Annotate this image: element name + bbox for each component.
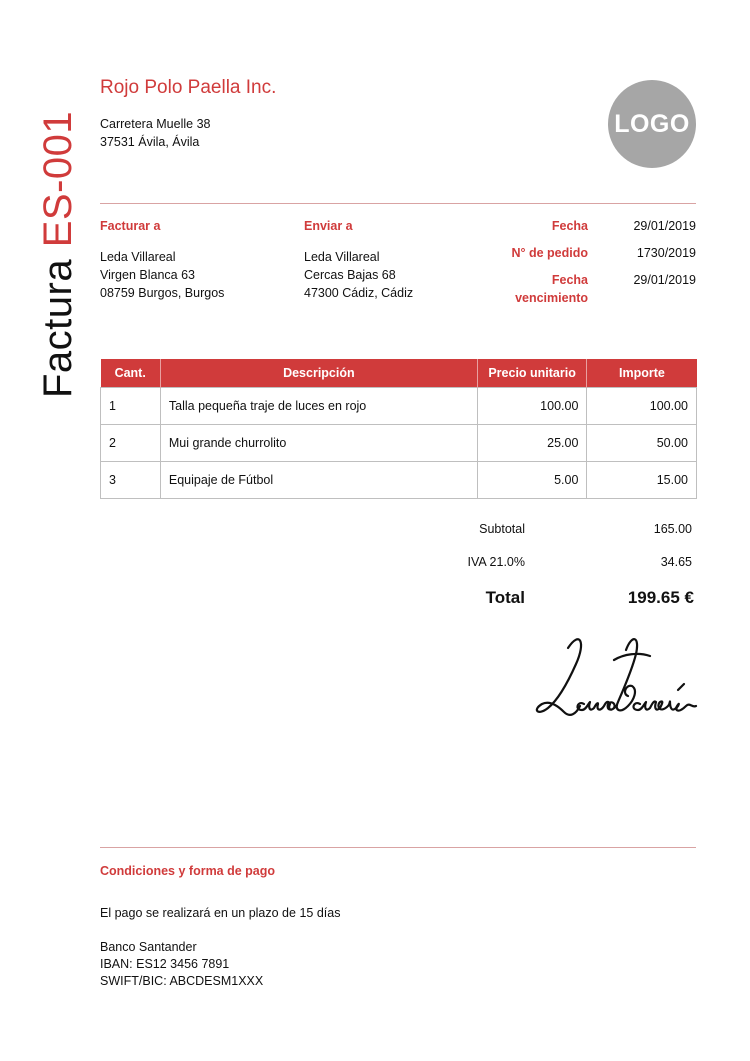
row-unit-price: 25.00 xyxy=(477,425,587,462)
ship-to-name: Leda Villareal xyxy=(304,250,380,264)
due-value: 29/01/2019 xyxy=(633,273,696,287)
total-label: Total xyxy=(485,588,525,607)
items-table xyxy=(100,359,697,499)
header-divider xyxy=(100,203,696,204)
company-address-line1: Carretera Muelle 38 xyxy=(100,117,211,131)
bank-name: Banco Santander xyxy=(100,940,197,954)
row-unit-price: 100.00 xyxy=(477,388,587,425)
invoice-title-word: Factura xyxy=(36,258,80,398)
header-description: Descripción xyxy=(160,359,477,388)
tax-value: 34.65 xyxy=(660,555,692,569)
subtotal-value: 165.00 xyxy=(653,522,692,536)
total-value: 199.65 € xyxy=(627,588,694,607)
row-unit-price: 5.00 xyxy=(477,462,587,499)
terms-text: El pago se realizará en un plazo de 15 días xyxy=(100,906,341,920)
ship-to-city: 47300 Cádiz, Cádiz xyxy=(304,286,414,300)
bill-to-name: Leda Villareal xyxy=(100,250,176,264)
header-amount: Importe xyxy=(587,359,697,388)
ship-to-label: Enviar a xyxy=(304,219,353,233)
row-description: Talla pequeña traje de luces en rojo xyxy=(160,388,477,425)
ship-to-street: Cercas Bajas 68 xyxy=(304,268,396,282)
row-amount: 50.00 xyxy=(587,425,697,462)
bank-iban: IBAN: ES12 3456 7891 xyxy=(100,957,230,971)
row-qty: 3 xyxy=(101,462,161,499)
company-logo: LOGO xyxy=(608,80,696,168)
company-name: Rojo Polo Paella Inc. xyxy=(100,77,277,98)
subtotal-label: Subtotal xyxy=(479,522,525,536)
bill-to-city: 08759 Burgos, Burgos xyxy=(100,286,225,300)
due-label-line2: vencimiento xyxy=(515,291,588,305)
header-unit-price: Precio unitario xyxy=(477,359,587,388)
bill-to-block xyxy=(100,219,224,302)
table-row xyxy=(101,462,697,499)
signature-image xyxy=(528,630,698,725)
company-address xyxy=(100,115,210,151)
invoice-title xyxy=(38,111,78,398)
company-address-line2: 37531 Ávila, Ávila xyxy=(100,135,200,149)
date-label: Fecha xyxy=(551,219,588,233)
order-value: 1730/2019 xyxy=(636,246,696,260)
due-label xyxy=(468,271,588,307)
row-qty: 2 xyxy=(101,425,161,462)
due-label-line1: Fecha xyxy=(551,273,588,287)
table-row xyxy=(101,388,697,425)
header-qty: Cant. xyxy=(101,359,161,388)
table-header-row xyxy=(101,359,697,388)
footer-divider xyxy=(100,847,696,848)
row-amount: 15.00 xyxy=(587,462,697,499)
order-label: N° de pedido xyxy=(511,246,588,260)
row-amount: 100.00 xyxy=(587,388,697,425)
bank-swift: SWIFT/BIC: ABCDESM1XXX xyxy=(100,974,264,988)
ship-to-block xyxy=(304,219,413,302)
bill-to-street: Virgen Blanca 63 xyxy=(100,268,195,282)
row-description: Equipaje de Fútbol xyxy=(160,462,477,499)
row-description: Mui grande churrolito xyxy=(160,425,477,462)
terms-title: Condiciones y forma de pago xyxy=(100,864,276,878)
bill-to-label: Facturar a xyxy=(100,219,161,233)
bank-details xyxy=(100,939,263,990)
table-row xyxy=(101,425,697,462)
date-value: 29/01/2019 xyxy=(633,219,696,233)
invoice-number: ES-001 xyxy=(36,110,80,248)
tax-label: IVA 21.0% xyxy=(467,555,525,569)
row-qty: 1 xyxy=(101,388,161,425)
